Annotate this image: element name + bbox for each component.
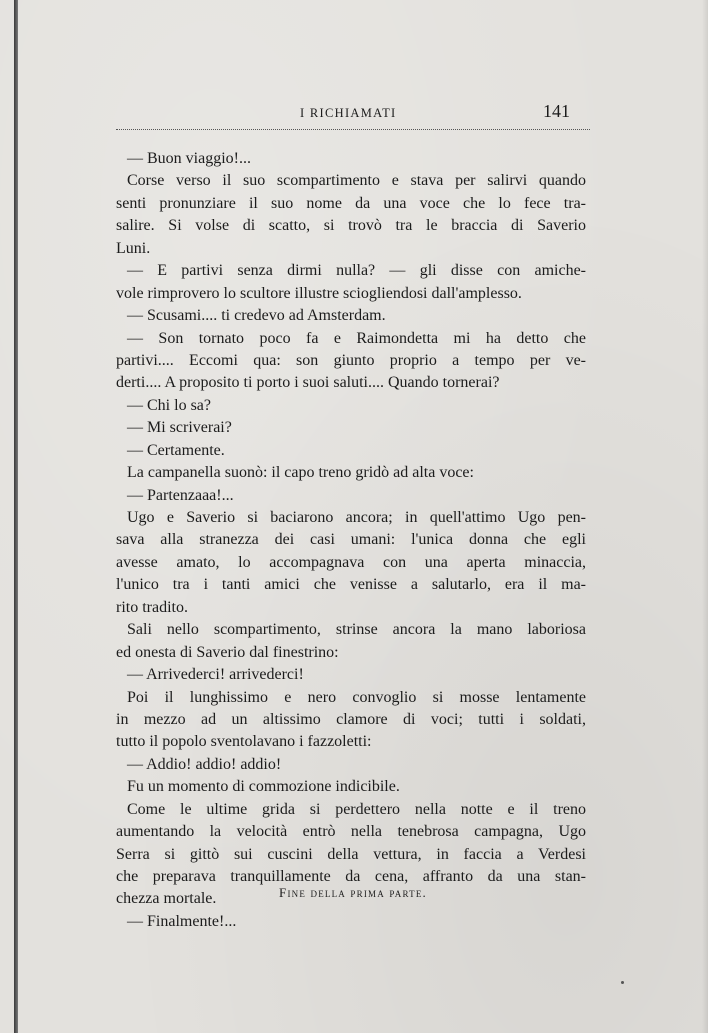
text-line: — Chi lo sa? bbox=[127, 396, 211, 414]
text-line: La campanella suonò: il capo treno gridò ad alta voce: bbox=[127, 464, 474, 482]
text-line: salire. Si volse di scatto, si trovò tra le braccia di Saverio bbox=[116, 217, 586, 235]
text-line: Luni. bbox=[116, 239, 151, 257]
text-line: — Son tornato poco fa e Raimondetta mi ha detto che bbox=[127, 329, 586, 347]
text-line: — Scusami.... ti credevo ad Amsterdam. bbox=[127, 307, 386, 325]
text-line: in mezzo ad un altissimo clamore di voci; tutti i soldati, bbox=[116, 710, 586, 728]
text-line: Corse verso il suo scompartimento e stava per salirvi quando bbox=[127, 172, 586, 190]
text-line: — E partivi senza dirmi nulla? — gli disse con amiche- bbox=[127, 262, 586, 280]
text-line: partivi.... Eccomi qua: son giunto proprio a tempo per ve- bbox=[116, 351, 586, 369]
text-line: aumentando la velocità entrò nella tenebrosa campagna, Ugo bbox=[116, 823, 586, 841]
end-of-part-title: Fine della prima parte. bbox=[279, 885, 427, 900]
page-number: 141 bbox=[543, 101, 570, 121]
text-line: l'unico tra i tanti amici che venisse a salutarlo, era il ma- bbox=[116, 576, 586, 594]
text-line: rito tradito. bbox=[116, 598, 188, 616]
header-rule bbox=[116, 129, 590, 130]
text-line: Ugo e Saverio si baciarono ancora; in quell'attimo Ugo pen- bbox=[127, 509, 586, 526]
text-line: Come le ultime grida si perdettero nella notte e il treno bbox=[127, 800, 586, 818]
text-line: — Partenzaaa!... bbox=[127, 486, 234, 504]
text-line: Fu un momento di commozione indicibile. bbox=[127, 778, 400, 796]
text-line: senti pronunziare il suo nome da una voce che lo fece tra- bbox=[116, 194, 586, 212]
text-line: tutto il popolo sventolavano i fazzoletti: bbox=[116, 733, 372, 751]
page-header bbox=[116, 101, 590, 131]
text-line: chezza mortale. bbox=[116, 890, 217, 908]
text-line: Serra si gittò sui cuscini della vettura, in faccia a Verdesi bbox=[116, 845, 586, 863]
text-line: Poi il lunghissimo e nero convoglio si mosse lentamente bbox=[127, 688, 586, 706]
running-title: I RICHIAMATI bbox=[300, 106, 397, 120]
text-line: — Certamente. bbox=[127, 441, 225, 459]
text-line: — Addio! addio! addio! bbox=[127, 755, 282, 773]
text-line: ed onesta di Saverio dal finestrino: bbox=[116, 643, 339, 661]
text-line: — Buon viaggio!... bbox=[127, 150, 251, 167]
text-line: vole rimprovero lo scultore illustre sciogliendosi dall'amplesso. bbox=[116, 284, 522, 302]
text-line: che preparava tranquillamente da cena, affranto da una stan- bbox=[116, 868, 586, 885]
text-line: avesse amato, lo accompagnava con una aperta minaccia, bbox=[116, 553, 586, 571]
print-speck bbox=[621, 981, 624, 984]
page-edge-shadow bbox=[702, 0, 708, 1033]
text-line: — Finalmente!... bbox=[127, 912, 237, 930]
text-line: Sali nello scompartimento, strinse ancora la mano laboriosa bbox=[127, 621, 586, 639]
text-line: derti.... A proposito ti porto i suoi saluti.... Quando tornerai? bbox=[116, 374, 500, 392]
text-line: — Arrivederci! arrivederci! bbox=[127, 666, 304, 684]
text-line: — Mi scriverai? bbox=[127, 419, 232, 437]
body-text bbox=[116, 148, 586, 933]
binding-edge bbox=[14, 0, 18, 1033]
text-line: sava alla stranezza dei casi umani: l'unica donna che egli bbox=[116, 531, 586, 549]
